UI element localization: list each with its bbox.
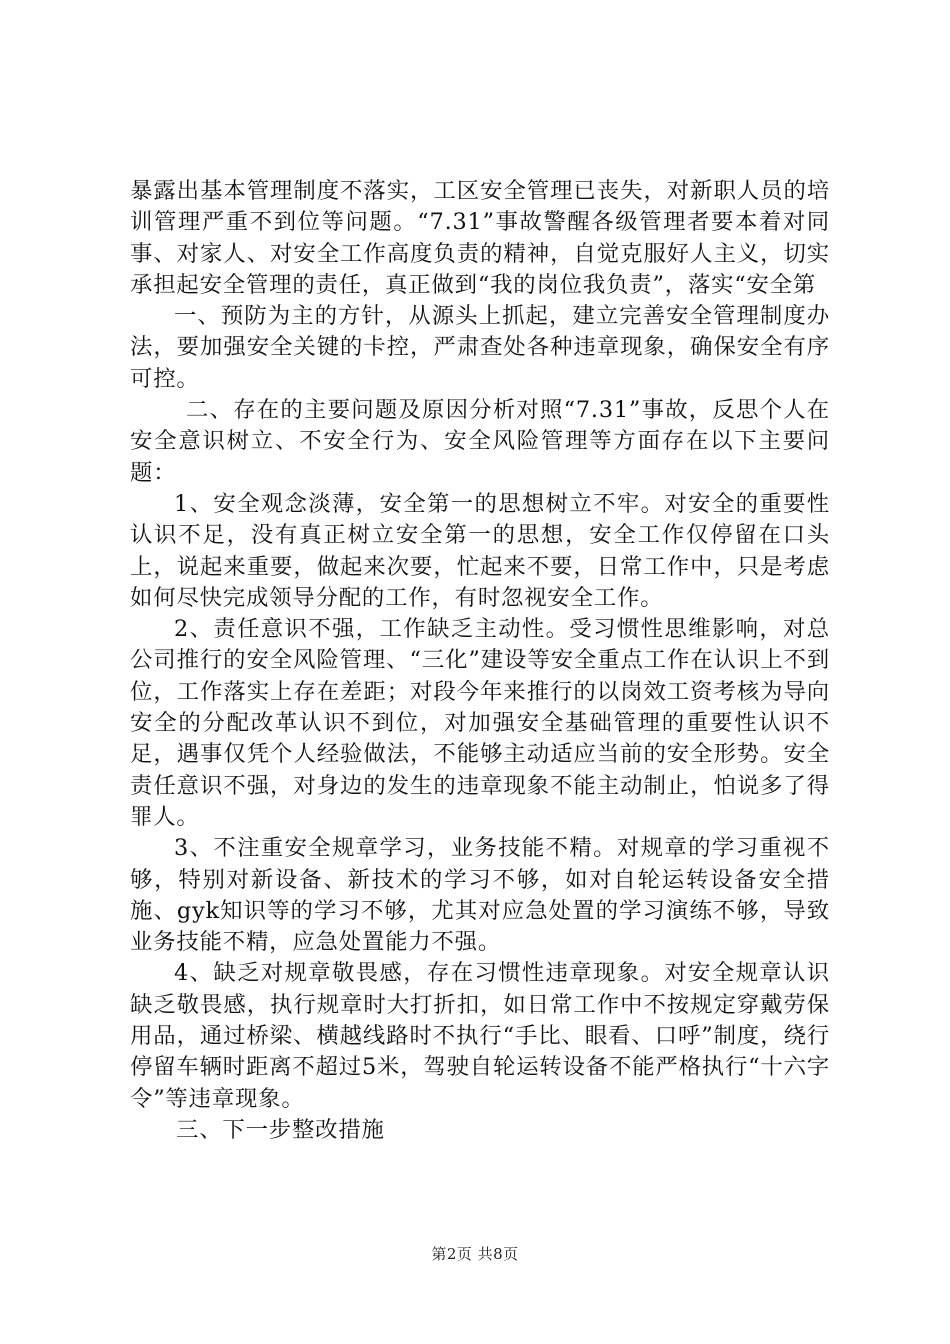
- document-body: [130, 176, 830, 1146]
- paragraph-item-3: 3、不注重安全规章学习，业务技能不精。对规章的学习重视不够，特别对新设备、新技术的学习不够，如对自轮运转设备安全措施、gyk知识等的学习不够，尤其对应急处置的学习演练不够，导致业务技能不精，应急处置能力不强。: [130, 835, 830, 956]
- paragraph-item-4: 4、缺乏对规章敬畏感，存在习惯性违章现象。对安全规章认识缺乏敬畏感，执行规章时大打折扣，如日常工作中不按规定穿戴劳保用品，通过桥梁、横越线路时不执行“手比、眼看、口呼”制度，绕行停留车辆时距离不超过5米，驾驶自轮运转设备不能严格执行“十六字令”等违章现象。: [130, 960, 830, 1112]
- paragraph-item-2: 2、责任意识不强，工作缺乏主动性。受习惯性思维影响，对总公司推行的安全风险管理、“三化”建设等安全重点工作在认识上不到位，工作落实上存在差距；对段今年来推行的以岗效工资考核为导向安全的分配改革认识不到位，对加强安全基础管理的重要性认识不足，遇事仅凭个人经验做法，不能够主动适应当前的安全形势。安全责任意识不强，对身边的发生的违章现象不能主动制止，怕说多了得罪人。: [130, 616, 830, 830]
- paragraph-prevention: 一、预防为主的方针，从源头上抓起，建立完善安全管理制度办法，要加强安全关键的卡控，严肃查处各种违章现象，确保安全有序可控。: [130, 303, 830, 392]
- paragraph-continuation: 暴露出基本管理制度不落实，工区安全管理已丧失，对新职人员的培训管理严重不到位等问题。“7.31”事故警醒各级管理者要本着对同事、对家人、对安全工作高度负责的精神，自觉克服好人主义，切实承担起安全管理的责任，真正做到“我的岗位我负责”，落实“安全第: [130, 178, 830, 298]
- paragraph-section-three-heading: 三、下一步整改措施: [176, 1116, 385, 1143]
- paragraph-item-1: 1、安全观念淡薄，安全第一的思想树立不牢。对安全的重要性认识不足，没有真正树立安全第一的思想，安全工作仅停留在口头上，说起来重要，做起来次要，忙起来不要，日常工作中，只是考虑如何尽快完成领导分配的工作，有时忽视安全工作。: [130, 490, 830, 611]
- page-footer: 第2页 共8页: [431, 1245, 519, 1263]
- paragraph-section-two-heading: 二、存在的主要问题及原因分析对照“7.31”事故，反思个人在安全意识树立、不安全行为、安全风险管理等方面存在以下主要问题：: [130, 397, 830, 486]
